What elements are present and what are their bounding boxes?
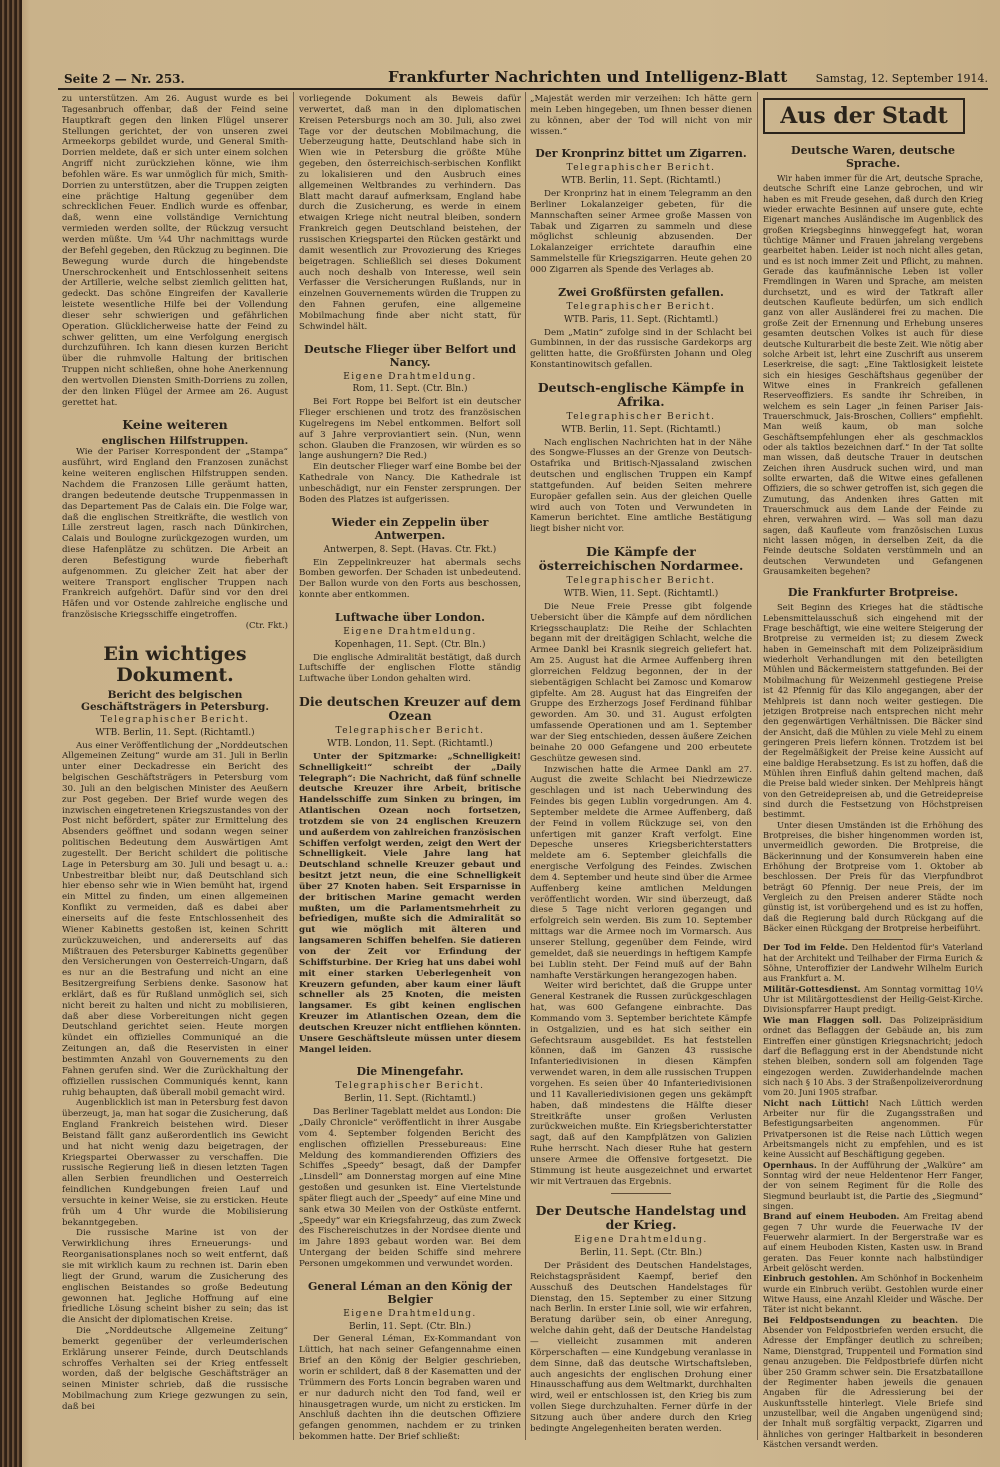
article-text: Die „Norddeutsche Allgemeine Zeitung“ bemerkt gegenüber der verleumderischen Erklärung unserer Feinde, durch Deutschlands schroffes Verhalten sei der Krieg entfesselt worden, daß der belgische Geschäftsträger an seinen Minister schrieb, daß die russische Mobilmachung zum Kriege gezwungen zu sein, daß bei: [62, 1326, 288, 1412]
headline: Die Minengefahr.: [356, 1065, 464, 1079]
column-1: [62, 94, 288, 1413]
dateline: Berlin, 11. Sept. (Richtamtl.): [344, 1094, 476, 1105]
article-text: Nach englischen Nachrichten hat in der Nähe des Songwe-Flusses an der Grenze von Deutsch-Ostafrika und Britisch-Njassaland zwischen deutschen und englischen Truppen ein Kampf stattgefunden. Auf beiden Seiten mehrere Europäer gefallen sein. Aus der gleichen Quelle wird auch von Toten und Verwundeten in Kamerun berichtet. Eine amtliche Bestätigung liegt bisher nicht vor.: [530, 437, 752, 535]
item-title: Opernhaus.: [763, 1159, 817, 1170]
dateline: Berlin, 11. Sept. (Ctr. Bln.): [580, 1248, 702, 1259]
page-header: [58, 70, 988, 94]
dateline: WTB. Berlin, 11. Sept. (Richtamtl.): [561, 176, 721, 187]
book-binding: [0, 0, 22, 1467]
article-text: Der Kronprinz hat in einem Telegramm an den Berliner Lokalanzeiger gebeten, für die Mannschaften seiner Armee große Massen von Tabak und Zigarren zu sammeln und diese möglichst schleunig abzusenden. Der Lokalanzeiger errichtete daraufhin eine Sammelstelle für Kriegszigarren. Heute gehen 20 000 Zigarren als Spende des Verlages ab.: [530, 189, 752, 275]
article-text: Weiter wird berichtet, daß die Gruppe unter General Kestranek die Russen zurückgeschlagen hat, was 600 Gefangene einbrachte. Das Kommando vom 3. September berichtete Kämpfe in Ostgalizien, und es hat sich seither ein Gefechtsraum ausgebildet. Es hat feststellen können, daß im Ganzen 43 russische Infanteriedivisionen in diesen Kämpfen verwendet waren, in dem alle russischen Truppen vorgehen. Es seien über 40 Infanteriedivisionen und 11 Kavalleriedivisionen gegen uns gekämpft haben, daß mindestens die Hälfte dieser Streitkräfte unser großen Verlusten zurückweichen mußte. Ein Kriegsberichterstatter sagt, daß auf den Kampfplätzen von Galizien Ruhe herrscht. Nach dieser Ruhe hat gestern unsere Armee die Offensive fortgesetzt. Die Stimmung ist heute ausgezeichnet und erwartet wir mit Vertrauen das Ergebnis.: [530, 981, 752, 1187]
headline: Deutsche Flieger über Belfort und Nancy.: [303, 342, 517, 369]
telegraph-line: Eigene Drahtmeldung.: [343, 626, 477, 637]
headline: Ein wichtiges Dokument.: [103, 642, 247, 686]
telegraph-line: Telegraphischer Bericht.: [335, 726, 485, 737]
local-news-item: [763, 1315, 983, 1449]
item-text: Das Polizeipräsidium ordnet das Beflaggen der Gebäude an, bis zum Eintreffen einer günstigen Kriegsnachricht; jedoch darf die Beflaggung erst in der Abendstunde nicht stehen bleiben, sondern soll am folgenden Tage eingezogen werden. Zuwiderhandelnde machen sich nach § 10 Abs. 3 der Straßenpolizeiverordnung vom 20. Juni 1905 strafbar.: [763, 1014, 983, 1098]
column-4: [763, 94, 983, 1449]
article-text: Die englische Admiralität bestätigt, daß durch Luftschiffe der englischen Flotte ständig Luftwache über London gehalten wird.: [299, 652, 521, 685]
telegraph-line: Eigene Drahtmeldung.: [343, 1308, 477, 1319]
local-news-item: [763, 942, 983, 983]
masthead-title: Frankfurter Nachrichten und Intelligenz-Blatt: [388, 68, 788, 86]
headline: Die Frankfurter Brotpreise.: [787, 586, 959, 600]
telegraph-line: Telegraphischer Bericht.: [566, 301, 716, 312]
article-text: Unter der Spitzmarke: „Schnelligkeit! Schnelligkeit!“ schreibt der „Daily Telegraph“: Die Nachricht, daß fünf schnelle deutsche Kreuzer ihre Arbeit, britische Handelsschiffe zum Sinken zu bringen, im Atlantischen Ozean noch fortsetzen, trotzdem sie von 24 englischen Kreuzern und außerdem von zahlreichen französischen Schiffen verfolgt werden, zeigt den Wert der Schnelligkeit. Viele Jahre lang hat Deutschland schnelle Kreuzer gebaut und besitzt jetzt neun, die eine Schnelligkeit über 27 Knoten haben. Seit Ersparnisse in der britischen Marine gemacht werden mußten, um die Parlamentsmehrheit zu befriedigen, mußte sich die Admiralität so gut wie möglich mit älteren und langsameren Schiffen behelfen. Sie datieren von der Zeit vor Erfindung der Schiffsturbine. Der Krieg hat uns dabei wohl mit einer starken Ueberlegenheit von Kreuzern gefunden, aber kaum einer läuft schneller als 25 Knoten, die meisten langsamer. Es gibt keinen englischen Kreuzer im Atlantischen Ozean, dem die deutschen Kreuzer nicht entfliehen könnten. Unsere Geschäftsleute müssen unter diesem Mangel leiden.: [299, 751, 521, 1055]
item-title: Bei Feldpostsendungen zu beachten.: [763, 1314, 959, 1325]
item-title: Der Tod im Felde.: [763, 942, 848, 953]
article-text: Wie der Pariser Korrespondent der „Stampa“ ausführt, wird England den Franzosen zunächst keine weiteren englischen Hilfstruppen senden. Nachdem die Franzosen Lille geräumt hatten, drangen bedeutende deutsche Truppenmassen in das Departement Pas de Calais ein. Die Folge war, daß die englischen Streitkräfte, die westlich von Lille zerstreut lagen, rasch nach Dünkirchen, Calais und Boulogne zurückgezogen wurden, um diese Hafenplätze zu schützen. Die Arbeit an deren Befestigung wurde fieberhaft aufgenommen. Zu gleicher Zeit hat aber der weitere Transport englischer Truppen nach Frankreich aufgehört. Dafür sind vor den drei Häfen und vor Ostende zahlreiche englische und französische Kriegsschiffe eingetroffen.: [62, 447, 288, 621]
item-title: Einbruch gestohlen.: [763, 1273, 858, 1284]
item-text: Am Sonntag vormittag 10¼ Uhr ist Militärgottesdienst der Heilig-Geist-Kirche. Divisionspfarrer Haupt predigt.: [763, 983, 983, 1015]
headline: englischen Hilfstruppen.: [101, 435, 249, 448]
section-title-box: Aus der Stadt: [763, 98, 965, 134]
item-text: In der Aufführung der „Walküre“ am Sonntag wird der neue Heldentenor Herr Fanger, der von seinem Regiment für die Rolle des Siegmund beurlaubt ist, die Partie des „Siegmund“ singen.: [763, 1159, 983, 1211]
telegraph-line: Eigene Drahtmeldung.: [574, 1235, 708, 1246]
headline: Der Deutsche Handelstag und der Krieg.: [535, 1203, 747, 1233]
headline: Luftwache über London.: [335, 610, 485, 624]
article-text: Der Präsident des Deutschen Handelstages, Reichstagspräsident Kaempf, berief den Ausschuß des Deutschen Handelstages für Dienstag, den 15. September zu einer Sitzung nach Berlin. In erster Linie soll, wie wir erfahren, Beratung darüber sein, ob einer Anregung, welche dahin geht, daß der Deutsche Handelstag — vielleicht zusammen mit anderen Körperschaften — eine Kundgebung veranlasse in dem Sinne, daß das deutsche Wirtschaftsleben, auch angesichts der englischen Drohung einer Hinausschaffung aus dem Weltmarkt, durchhalten wird, weil er entschlossen ist, den Krieg bis zum vollen Siege durchzuhalten. Ferner dürfe in der Sitzung auch über andere durch den Krieg bedingte Angelegenheiten beraten werden.: [530, 1261, 752, 1434]
article-text: zu unterstützen. Am 26. August wurde es bei Tagesanbruch offenbar, daß der Feind seine Hauptkraft gegen den linken Flügel unserer Stellungen gerichtet, der von unseren zwei Armeekorps gebildet wurde, und General Smith-Dorrien meldete, daß er sich unter einem solchen Angriff nicht zurückziehen könne, wie ihm befohlen wäre. Es war unmöglich für mich, Smith-Dorrien zu unterstützen, aber die Truppen zeigten eine prächtige Haltung gegenüber dem schrecklichen Feuer. Endlich wurde es offenbar, daß, wenn eine vollständige Vernichtung vermieden werden sollte, der Rückzug versucht werden müßte. Um ¼4 Uhr nachmittags wurde der Befehl gegeben, den Rückzug zu beginnen. Die Bewegung wurde durch die hingebendste Unerschrockenheit und Entschlossenheit seitens der Artillerie, welche selbst ziemlich gelitten hat, gedeckt. Das schöne Eingreifen der Kavallerie leistete wesentliche Hilfe bei der Vollendung dieser sehr schwierigen und gefährlichen Operation. Glücklicherweise hatte der Feind zu schwer gelitten, um eine Verfolgung energisch durchzuführen. Ich kann diesen kurzen Bericht über die ruhmvolle Haltung der britischen Truppen nicht schließen, ohne hohe Anerkennung den wertvollen Diensten Smith-Dorriens zu zollen, der den linken Flügel der Armee am 26. August gerettet hat.: [62, 94, 288, 408]
item-title: Nicht nach Lüttich!: [763, 1097, 870, 1108]
article-text: „Majestät werden mir verzeihen: Ich hätte gern mein Leben hingegeben, um Ihnen besser dienen zu können, aber der Tod will nicht von mir wissen.“: [530, 94, 752, 137]
column-rule: [293, 92, 294, 1440]
dateline: Antwerpen, 8. Sept. (Havas. Ctr. Fkt.): [323, 544, 497, 555]
article-text: Das Berliner Tageblatt meldet aus London: Die „Daily Chronicle“ veröffentlicht in ihrer Ausgabe vom 4. September folgenden Bericht des englischen offiziellen Pressebureaus: Eine Meldung des kommandierenden Offiziers des Schiffes „Speedy“ besagt, daß der Dampfer „Linsdell“ am Donnerstag morgen auf eine Mine gestoßen und gesunken ist. Eine Viertelstunde später fliegt auch der „Speedy“ auf eine Mine und sank etwa 30 Meilen von der Ostküste entfernt. „Speedy“ war ein Kriegsfahrzeug, das zum Zweck des Fischereischutzes in der Nordsee diente und im Jahre 1893 gebaut worden war. Bei dem Untergang der beiden Schiffe sind mehrere Personen umgekommen und verwundet worden.: [299, 1107, 521, 1269]
headline: Die deutschen Kreuzer auf dem Ozean: [299, 694, 521, 724]
item-title: Wie man Flaggen soll.: [763, 1014, 882, 1025]
subheadline: Bericht des belgischen Geschäftsträgers in Petersburg.: [80, 688, 270, 713]
item-text: Die Absender von Feldpostbriefen werden ersucht, die Adresse der Empfänger deutlich zu schreiben; Name, Dienstgrad, Truppenteil und Formation sind genau anzugeben. Die Feldpostbriefe dürfen nicht über 250 Gramm schwer sein. Die Ersatzbataillone der Regimenter haben jeweils die genauen Angaben für die Adressierung bei der Auskunftsstelle hinterlegt. Viele Briefe sind unzustellbar, weil die Angaben ungenügend sind; der Inhalt muß sorgfältig verpackt, Zigarren und ähnliches von geringer Haltbarkeit in besonderen Kästchen versandt werden.: [763, 1314, 983, 1449]
article-text: Dem „Matin“ zufolge sind in der Schlacht bei Gumbinnen, in der das russische Gardekorps arg gelitten hatte, die Großfürsten Johann und Oleg Konstantinowitsch gefallen.: [530, 327, 752, 371]
page-number: Seite 2 — Nr. 253.: [64, 72, 185, 86]
item-text: Am Schönhof in Bockenheim wurde ein Einbruch verübt. Gestohlen wurde einer Witwe Hauss, eine Anzahl Kleider und Wäsche. Der Täter ist nicht bekannt.: [763, 1273, 983, 1315]
article-text: Seit Beginn des Krieges hat die städtische Lebensmittelausschuß sich eingehend mit der Frage beschäftigt, wie eine weitere Steigerung der Brotpreise zu vermeiden ist; zu diesem Zweck haben in Gemeinschaft mit dem Polizeipräsidium wiederholt Verhandlungen mit den beteiligten Mühlen und Bäckermeistern stattgefunden. Bei der Mobilmachung für Weizenmehl gestiegene Preise ist 42 Pfennig für das Kilo angegangen, aber der Mehlpreis ist dann noch weiter gestiegen. Die jetzigen Brotpreise nach entsprechen nicht mehr den gegenwärtigen Verhältnissen. Die Bäcker sind der Ansicht, daß die Mühlen zu viele Mehl zu einem geringeren Preis liefern können. Trotzdem ist bei der Regelmäßigkeit der Preise keine Aussicht auf eine baldige Herabsetzung. Es ist zu hoffen, daß die Mühlen ihren Einfluß dahin geltend machen, daß die Preise bald wieder sinken. Der Mehlpreis hängt von den Getreidepreisen ab, und die Getreidepreise sind durch die Festsetzung von Höchstpreisen bestimmt.: [763, 602, 983, 820]
local-news-item: [763, 1211, 983, 1273]
article-text: Die russische Marine ist von der Verwirklichung ihres Erneuerungs- und Reorganisationsplanes noch so weit entfernt, daß sie mit wirklich kaum zu rechnen ist. Darin eben liegt der Grund, warum die Zusicherung des englischen Beistandes so große Bedeutung gewonnen hat. Jegliche Hoffnung auf eine friedliche Lösung scheint bisher zu sein; das ist die Ansicht der diplomatischen Kreise.: [62, 1228, 288, 1326]
headline: Wieder ein Zeppelin über Antwerpen.: [331, 515, 489, 542]
article-text: Aus einer Veröffentlichung der „Norddeutschen Allgemeinen Zeitung“ wurde am 31. Juli in Berlin unter einer Deckadresse ein Bericht des belgischen Geschäftsträgers in Petersburg vom 30. Juli an den belgischen Minister des Aeußern zur Post gegeben. Der Brief wurde wegen des inzwischen eingetretenen Kriegszustandes von der Post nicht befördert, später zur Ermittelung des Absenders geöffnet und sodann wegen seiner politischen Bedeutung dem Auswärtigen Amt zugestellt. Der Bericht schildert die politische Lage in Petersburg am 30. Juli und besagt u. a.: Unbestreitbar bleibt nur, daß Deutschland sich hier ebenso sehr wie in Wien bemüht hat, irgend ein Mittel zu finden, um einen allgemeinen Konflikt zu vermeiden, daß es dabei aber einerseits auf die feste Entschlossenheit des Wiener Kabinetts gestoßen ist, keinen Schritt zurückzuweichen, und andererseits auf das Mißtrauen des Petersburger Kabinetts gegenüber den Versicherungen von Oesterreich-Ungarn, daß es nur an die Bestrafung und nicht an eine Besitzergreifung Serbiens denke. Sasonow hat erklärt, daß es für Rußland unmöglich sei, sich nicht bereit zu halten und nicht zu mobilisieren, daß aber diese Vorbereitungen nicht gegen Deutschland gerichtet seien. Heute morgen kündet ein offizielles Communiqué an die Zeitungen an, daß die Reservisten in einer bestimmten Anzahl von Gouvernements zu den Fahnen gerufen sind. Wer die Zurückhaltung der offiziellen russischen Communiqués kennt, kann ruhig behaupten, daß überall mobil gemacht wird.: [62, 740, 288, 1098]
local-news-item: [763, 984, 983, 1015]
column-rule: [525, 92, 526, 1440]
article-text: Unter diesen Umständen ist die Erhöhung des Brotpreises, die bisher hingenommen worden ist, unvermeidlich geworden. Die Brotpreise, die Bäckerinnung und der Konsumverein haben eine Erhöhung der Brotpreise vom 1. Oktober ab beschlossen. Der Preis für das Vierpfundbrot beträgt 60 Pfennig. Der neue Preis, der im Vergleich zu den Preisen anderer Städte noch günstig ist, ist vorübergehend und es ist zu hoffen, daß die Regierung bald durch Rückgang auf die Bäcker einen Rückgang der Brotpreise herbeiführt.: [763, 819, 983, 934]
source-note: (Ctr. Fkt.): [245, 620, 288, 631]
issue-date: Samstag, 12. September 1914.: [815, 72, 988, 85]
dateline: WTB. Paris, 11. Sept. (Richtamtl.): [563, 314, 719, 325]
article-text: Augenblicklich ist man in Petersburg fest davon überzeugt, ja, man hat sogar die Zusicherung, daß England Frankreich beistehen wird. Dieser Beistand fällt ganz außerordentlich ins Gewicht und hat nicht wenig dazu beigetragen, der Kriegspartei Oberwasser zu verschaffen. Die russische Regierung ließ in diesen letzten Tagen allen Serbien freundlichen und Oesterreich feindlichen Kundgebungen freien Lauf und versuchte in keiner Weise, sie zu ersticken. Heute früh um 4 Uhr wurde die Mobilisierung bekanntgegeben.: [62, 1098, 288, 1228]
article-text: Wir haben immer für die Art, deutsche Sprache, deutsche Schrift eine Lanze gebrochen, und wir haben es mit Freude gesehen, daß durch den Krieg wieder erwachte Besinnen auf unsere gute, echte Eigenart manches Ausländische im Augenblick des großen Kriegsbeginns hinweggefegt hat, woran tüchtige Männer und Frauen jahrelang vergebens gearbeitet haben. Leider ist noch nicht alles getan, und es ist noch immer Zeit und Pflicht, zu mahnen. Gerade das kaufmännische Leben ist voller Fremdlingen in Waren und Sprache, am meisten durchsetzt, und es wird der Tatkraft aller deutschen Kaufleute bedürfen, um sich endlich ganz von aller Ausländerei frei zu machen. Die große Zeit der Ernennung und Erhebung unseres gesamten deutschen Volkes ist auch für diese deutsche Kulturarbeit die beste Zeit. Wie nötig aber solche Arbeit ist, lehrt eine Zuschrift aus unserem Leserkreise, die sagt: „Eine Taktlosigkeit leistete sich ein hiesiges Geschäftshaus gegenüber der Witwe eines in Frankreich gefallenen Reserveoffiziers. Es sandte ihr Schreiben, in welchem es sein Lager „in feinen Pariser Jais-Trauerschmuck, Jais-Broschen, Colliers“ empfiehlt. Man weiß kaum, ob man solche Geschäftsempfehlungen eher als geschmacklos oder als taktlos bezeichnen darf.“ In der Tat sollte man wissen, daß deutsche Trauer in deutschen Zeichen ihren Ausdruck suchen wird, und man sollte erwarten, daß die Witwe eines gefallenen Offiziers, die so schwer getroffen ist, sich gegen die Zumutung, das Andenken ihres Gatten mit Trauerschmuck aus dem Lande der Feinde zu ehren, verwahren wird. — Was soll man dazu sagen, daß Kaufleute vom französischen Luxus nicht lassen mögen, in derselben Zeit, da die Feinde deutsche Soldaten verstümmeln und an deutschen Verwundeten und Gefangenen Grausamkeiten begehen?: [763, 173, 983, 577]
separator: [843, 939, 903, 940]
item-text: Am Freitag abend gegen 7 Uhr wurde die Feuerwache IV der Feuerwehr alarmiert. In der Bergerstraße war es auf einem Heuboden Kisten, Kasten usw. in Brand geraten. Das Feuer konnte nach halbstündiger Arbeit gelöscht werden.: [763, 1211, 983, 1274]
item-title: Militär-Gottesdienst.: [763, 983, 861, 994]
dateline: Kopenhagen, 11. Sept. (Ctr. Bln.): [334, 639, 486, 650]
dateline: Berlin, 11. Sept. (Ctr. Bln.): [349, 1321, 471, 1332]
dateline: WTB. Wien, 11. Sept. (Richtamtl.): [563, 589, 719, 599]
headline: Der Kronprinz bittet um Zigarren.: [535, 147, 747, 161]
dateline: WTB. London, 11. Sept. (Richtamtl.): [327, 738, 493, 749]
article-text: Bei Fort Roppe bei Belfort ist ein deutscher Flieger erschienen und trotz des französischen Kugelregens im Nebel entkommen. Belfort soll auf 3 Jahre verproviantiert sein. (Nun, wenn schon. Glauben die Franzosen, wir würden es so lange aushungern? Die Red.): [299, 397, 521, 462]
local-news-item: [763, 1015, 983, 1098]
column-3: [530, 94, 752, 1435]
headline: Deutsche Waren, deutsche Sprache.: [791, 144, 955, 170]
dateline: Rom, 11. Sept. (Ctr. Bln.): [352, 384, 468, 395]
column-2: [299, 94, 521, 1443]
telegraph-line: Telegraphischer Bericht.: [566, 576, 716, 587]
local-news-item: [763, 1273, 983, 1314]
telegraph-line: Telegraphischer Bericht.: [335, 1081, 485, 1092]
article-text: Ein deutscher Flieger warf eine Bombe bei der Kathedrale von Nancy. Die Kathedrale ist unbeschädigt, nur ein Fenster zersprungen. Der Boden des Platzes ist aufgerissen.: [299, 462, 521, 505]
item-text: Nach Lüttich werden Arbeiter nur für die Zugangsstraßen und Befestigungsarbeiten angenommen. Für Privatpersonen ist die Reise nach Lüttich wegen Arbeitsmangels nicht zu empfehlen, und es ist keine Aussicht auf Beschäftigung gegeben.: [763, 1097, 983, 1160]
headline: Keine weiteren: [122, 417, 228, 433]
telegraph-line: Telegraphischer Bericht.: [566, 411, 716, 422]
dateline: WTB. Berlin, 11. Sept. (Richtamtl.): [561, 424, 721, 435]
article-text: Der General Léman, Ex-Kommandant von Lüttich, hat nach seiner Gefangennahme einen Brief an den König der Belgier geschrieben, worin er schildert, daß 8 der Kasematten und der Trümmern des Forts Loncin begraben waren und er nur dadurch nicht den Tod fand, weil er hinausgetragen wurde, um nicht zu ersticken. Im Anschluß dachten ihn die deutschen Offiziere gefangen genommen, nachdem er zu trinken bekommen hatte. Der Brief schließt:: [299, 1334, 521, 1443]
local-news-item: [763, 1098, 983, 1160]
telegraph-line: Telegraphischer Bericht.: [566, 163, 716, 174]
column-rule: [757, 92, 758, 1440]
headline: General Léman an den König der Belgier: [308, 1279, 512, 1306]
telegraph-line: Eigene Drahtmeldung.: [343, 371, 477, 382]
article-text: Ein Zeppelinkreuzer hat abermals sechs Bomben geworfen. Der Schaden ist unbedeutend. Der Ballon wurde von den Forts aus beschossen, konnte aber entkommen.: [299, 557, 521, 601]
article-text: vorliegende Dokument als Beweis dafür verwertet, daß man in den diplomatischen Kreisen Petersburgs noch am 30. Juli, also zwei Tage vor der deutschen Mobilmachung, die Ueberzeugung hatte, Deutschland habe sich in Wien wie in Petersburg die größte Mühe gegeben, den österreichisch-serbischen Konflikt zu lokalisieren und den Ausbruch eines allgemeinen Weltbrandes zu verhindern. Das Blatt macht darauf aufmerksam, England habe durch die Zusicherung, es werde in einem etwaigen Kriege nicht neutral bleiben, sondern Frankreich gegen Deutschland beistehen, der russischen Kriegspartei den Rücken gestärkt und damit wesentlich zur Provozierung des Krieges beigetragen. Schließlich sei dieses Dokument auch noch deshalb von Interesse, weil sein Verfasser die Versicherungen Rußlands, nur in einzelnen Gouvernements würden die Truppen zu den Fahnen gerufen, eine allgemeine Mobilmachung finde aber nicht statt, für Schwindel hält.: [299, 94, 521, 332]
headline: Die Kämpfe der österreichischen Nordarmee.: [538, 544, 744, 574]
telegraph-line: Telegraphischer Bericht.: [100, 714, 250, 725]
headline: Deutsch-englische Kämpfe in Afrika.: [537, 379, 745, 409]
header-rule: [58, 88, 988, 90]
item-text: Den Heldentod für's Vaterland hat der Architekt und Teilhaber der Firma Eurich & Söhne, Unteroffizier der Landwehr Wilhelm Eurich aus Frankfurt a. M.: [763, 942, 983, 984]
item-title: Brand auf einem Heuboden.: [763, 1211, 900, 1222]
local-news-item: [763, 1160, 983, 1212]
dateline: WTB. Berlin, 11. Sept. (Richtamtl.): [95, 727, 255, 738]
separator: [611, 1193, 671, 1194]
adjacent-page-edge: [984, 380, 1000, 1260]
headline: Zwei Großfürsten gefallen.: [558, 285, 724, 299]
article-text: Inzwischen hatte die Armee Dankl am 27. August die zweite Schlacht bei Niedrzewicze geschlagen und ist nach Ueberwindung des Feindes bis gegen Lublin vorgedrungen. Am 4. September meldete die Armee Auffenberg, daß der Feind in vollem Rückzuge sei, von den unfertigen mit ganzer Kraft verfolgt. Eine Depesche unseres Kriegsberichterstatters meldete am 6. September gleichfalls die energische Verfolgung des Feindes. Zwischen dem 4. September und heute sind über die Armee Auffenberg keine amtlichen Meldungen veröffentlicht worden. Wir sind überzeugt, daß diese 5 Tage nicht verloren gegangen und erfolgreich sein werden. Bis zum 10. September mittags war die Armee noch im Vormarsch. Aus unserer Stellung, gegenüber dem Feinde, wird gemeldet, daß sie neuerdings in heftigem Kampfe bei Lublin steht. Der Feind muß auf der Bahn namhafte Verstärkungen herangezogen haben.: [530, 764, 752, 981]
article-text: Die Neue Freie Presse gibt folgende Uebersicht über die Kämpfe auf dem nördlichen Kriegsschauplatz: Die Reihe der Schlachten begann mit der dreitägigen Schlacht, welche die Armee Dankl bei Krasnik siegreich geliefert hat. Am 25. August hat die Armee Auffenberg ihren glorreichen Feldzug begonnen, der in der siebentägigen Schlacht bei Zamosc und Komarow gipfelte. Am 28. August hat das Eingreifen der Gruppe des Erzherzogs Josef Ferdinand fühlbar geworden. Am 30. und 31. August erfolgten umfassende Operationen und am 1. September war der Sieg entschieden, dessen äußere Zeichen beinahe 20 000 Gefangene und 200 erbeutete Geschütze gewesen sind.: [530, 601, 752, 764]
